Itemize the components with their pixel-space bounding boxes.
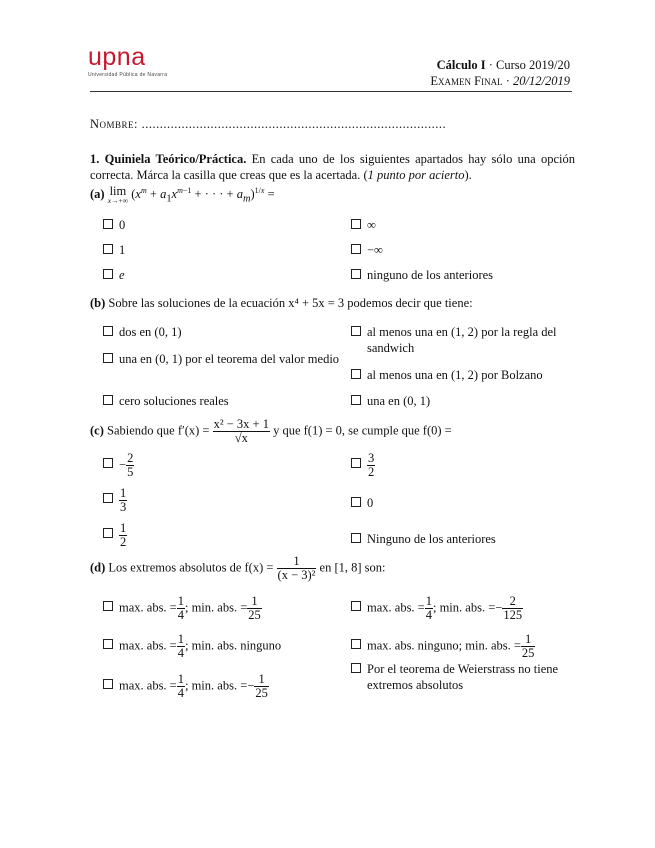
- checkbox[interactable]: [351, 219, 361, 229]
- checkbox[interactable]: [103, 353, 113, 363]
- checkbox[interactable]: [103, 269, 113, 279]
- checkbox[interactable]: [103, 528, 113, 538]
- checkbox[interactable]: [351, 458, 361, 468]
- option-d4[interactable]: max. abs. ninguno; min. abs. = $\frac{1}{25}$: [351, 633, 535, 660]
- question-b-stem: (b) Sobre las soluciones de la ecuación x⁴ + 5x = 3 podemos decir que tiene:: [90, 296, 473, 310]
- option-c1[interactable]: − $\frac{2}{5}$: [103, 452, 134, 479]
- checkbox[interactable]: [103, 395, 113, 405]
- option-a3[interactable]: 1: [103, 242, 125, 258]
- checkbox[interactable]: [351, 269, 361, 279]
- option-a2[interactable]: ∞: [351, 217, 376, 233]
- course-line: Cálculo I · Curso 2019/20: [436, 58, 570, 72]
- option-d5[interactable]: Por el teorema de Weierstrass no tiene extremos absolutos: [351, 661, 593, 693]
- checkbox[interactable]: [351, 369, 361, 379]
- option-a5[interactable]: e: [103, 267, 125, 283]
- option-b2[interactable]: al menos una en (1, 2) por la regla del sandwich: [351, 324, 593, 356]
- option-c6[interactable]: Ninguno de los anteriores: [351, 531, 496, 547]
- checkbox[interactable]: [351, 326, 361, 336]
- option-b4[interactable]: al menos una en (1, 2) por Bolzano: [351, 367, 543, 383]
- option-d2[interactable]: max. abs. = $\frac{1}{4}$ ; min. abs. =− $\frac{2}{125}$: [351, 595, 523, 622]
- checkbox[interactable]: [103, 601, 113, 611]
- option-b1[interactable]: dos en (0, 1): [103, 324, 182, 340]
- question-a-stem: (a) lim x→+∞ ($x^m + a_1x^{m-1}$ + · · · + $a_m)^{1/x}$ =: [90, 184, 275, 205]
- option-d1[interactable]: max. abs. = $\frac{1}{4}$ ; min. abs. = $\frac{1}{25}$: [103, 595, 262, 622]
- derivative-fraction: $\frac{\text{x² − 3x + 1}}{√x}$: [213, 417, 269, 445]
- checkbox[interactable]: [103, 219, 113, 229]
- checkbox[interactable]: [103, 493, 113, 503]
- checkbox[interactable]: [103, 244, 113, 254]
- name-field[interactable]: Nombre: ....................................................................................: [90, 117, 447, 131]
- option-a1[interactable]: 0: [103, 217, 125, 233]
- checkbox[interactable]: [103, 326, 113, 336]
- checkbox[interactable]: [103, 679, 113, 689]
- checkbox[interactable]: [103, 458, 113, 468]
- option-c5[interactable]: $\frac{1}{2}$: [103, 522, 127, 549]
- checkbox[interactable]: [351, 244, 361, 254]
- question-intro: 1. Quiniela Teórico/Práctica. En cada uno de los siguientes apartados hay sólo una opción correcta. Márca la casilla que creas que es la acertada. (1 punto por acierto).: [90, 152, 575, 182]
- university-logo: [88, 43, 168, 78]
- checkbox[interactable]: [351, 663, 361, 673]
- option-b3[interactable]: una en (0, 1) por el teorema del valor medio: [103, 351, 345, 367]
- checkbox[interactable]: [351, 533, 361, 543]
- exam-header: [430, 57, 570, 89]
- option-c3[interactable]: $\frac{1}{3}$: [103, 487, 127, 514]
- checkbox[interactable]: [351, 395, 361, 405]
- option-c4[interactable]: 0: [351, 495, 373, 511]
- exam-line: Examen Final · 20/12/2019: [430, 74, 570, 88]
- question-c-stem: (c) Sabiendo que f′(x) = $\frac{\text{x² − 3x + 1}}{√x}$ y que f(1) = 0, se cumple que f(0) =: [90, 417, 452, 445]
- option-b6[interactable]: una en (0, 1): [351, 393, 430, 409]
- option-a6[interactable]: ninguno de los anteriores: [351, 267, 493, 283]
- checkbox[interactable]: [103, 639, 113, 649]
- option-a4[interactable]: −∞: [351, 242, 383, 258]
- option-c2[interactable]: $\frac{3}{2}$: [351, 452, 375, 479]
- checkbox[interactable]: [351, 497, 361, 507]
- option-d6[interactable]: max. abs. = $\frac{1}{4}$ ; min. abs. =− $\frac{1}{25}$: [103, 673, 269, 700]
- logo-wordmark: upna: [88, 43, 146, 71]
- checkbox[interactable]: [351, 639, 361, 649]
- option-b5[interactable]: cero soluciones reales: [103, 393, 229, 409]
- question-d-stem: (d) Los extremos absolutos de f(x) = $\frac{1}{\text{(x − 3)²}}$ en [1, 8] son:: [90, 554, 386, 582]
- checkbox[interactable]: [351, 601, 361, 611]
- option-d3[interactable]: max. abs. = $\frac{1}{4}$ ; min. abs. ninguno: [103, 633, 281, 660]
- function-fraction: $\frac{1}{\text{(x − 3)²}}$: [277, 554, 316, 582]
- logo-subtitle: Universidad Pública de Navarra: [88, 72, 168, 78]
- header-rule: [90, 91, 572, 92]
